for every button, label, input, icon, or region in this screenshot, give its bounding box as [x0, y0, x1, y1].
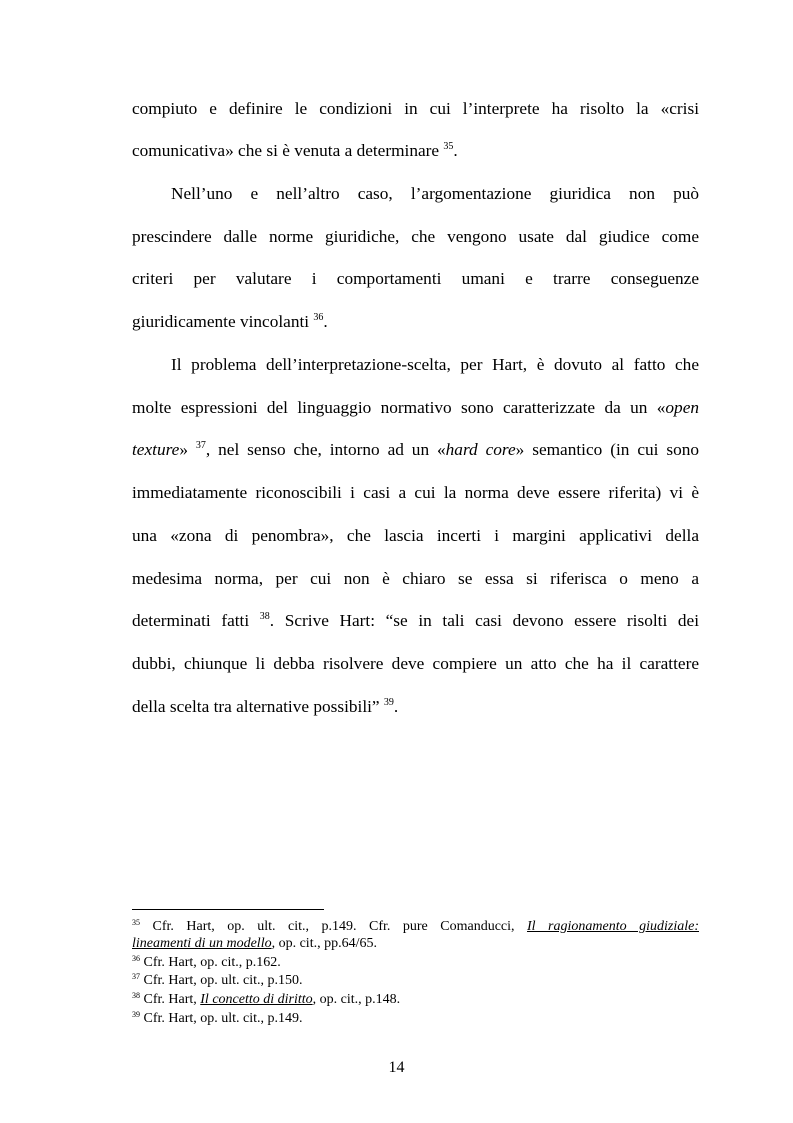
body-line: compiuto e definire le condizioni in cui l’interprete ha risolto la «crisi — [132, 99, 699, 118]
footnote-ref[interactable]: 37 — [195, 440, 206, 451]
body-line: determinati fatti $^{38}$. Scrive Hart: “se in tali casi devono essere risolti dei — [132, 611, 699, 630]
footnote-35-cont: lineamenti di un modello, op. cit., pp.64/65. — [132, 936, 377, 951]
footnote-divider — [132, 909, 324, 910]
body-line: giuridicamente vincolanti $^{36}$. — [132, 312, 328, 331]
body-line: medesima norma, per cui non è chiaro se essa si riferisca o meno a — [132, 569, 699, 588]
footnote-35: $^{35}$ Cfr. Hart, op. ult. cit., p.149. Cfr. pure Comanducci, Il ragionamento giudiziale: — [132, 918, 699, 934]
footnote-39: $^{39}$ Cfr. Hart, op. ult. cit., p.149. — [132, 1010, 303, 1026]
footnote-37: $^{37}$ Cfr. Hart, op. ult. cit., p.150. — [132, 972, 303, 988]
footnote-ref[interactable]: 38 — [259, 611, 270, 622]
body-line: comunicativa» che si è venuta a determinare $^{35}$. — [132, 141, 458, 160]
body-line: una «zona di penombra», che lascia incerti i margini applicativi della — [132, 526, 699, 545]
body-line: immediatamente riconoscibili i casi a cui la norma deve essere riferita) vi è — [132, 483, 699, 502]
footnote-38: $^{38}$ Cfr. Hart, Il concetto di diritto, op. cit., p.148. — [132, 991, 401, 1007]
body-line: molte espressioni del linguaggio normativo sono caratterizzate da un «open — [132, 398, 699, 417]
body-line: Il problema dell’interpretazione-scelta, per Hart, è dovuto al fatto che — [171, 355, 699, 374]
body-line: della scelta tra alternative possibili” $^{39}$. — [132, 697, 399, 716]
body-line: dubbi, chiunque li debba risolvere deve compiere un atto che ha il carattere — [132, 654, 699, 673]
footnote-ref[interactable]: 35 — [443, 141, 454, 152]
body-line: texture» $^{37}$, nel senso che, intorno ad un «hard core» semantico (in cui sono — [132, 440, 699, 459]
footnote-36: $^{36}$ Cfr. Hart, op. cit., p.162. — [132, 954, 281, 970]
body-line: prescindere dalle norme giuridiche, che vengono usate dal giudice come — [132, 227, 699, 246]
footnote-ref[interactable]: 39 — [383, 697, 394, 708]
body-line: Nell’uno e nell’altro caso, l’argomentazione giuridica non può — [171, 184, 699, 203]
body-line: criteri per valutare i comportamenti umani e trarre conseguenze — [132, 269, 699, 288]
page-number: 14 — [388, 1059, 405, 1076]
footnote-ref[interactable]: 36 — [313, 312, 324, 323]
